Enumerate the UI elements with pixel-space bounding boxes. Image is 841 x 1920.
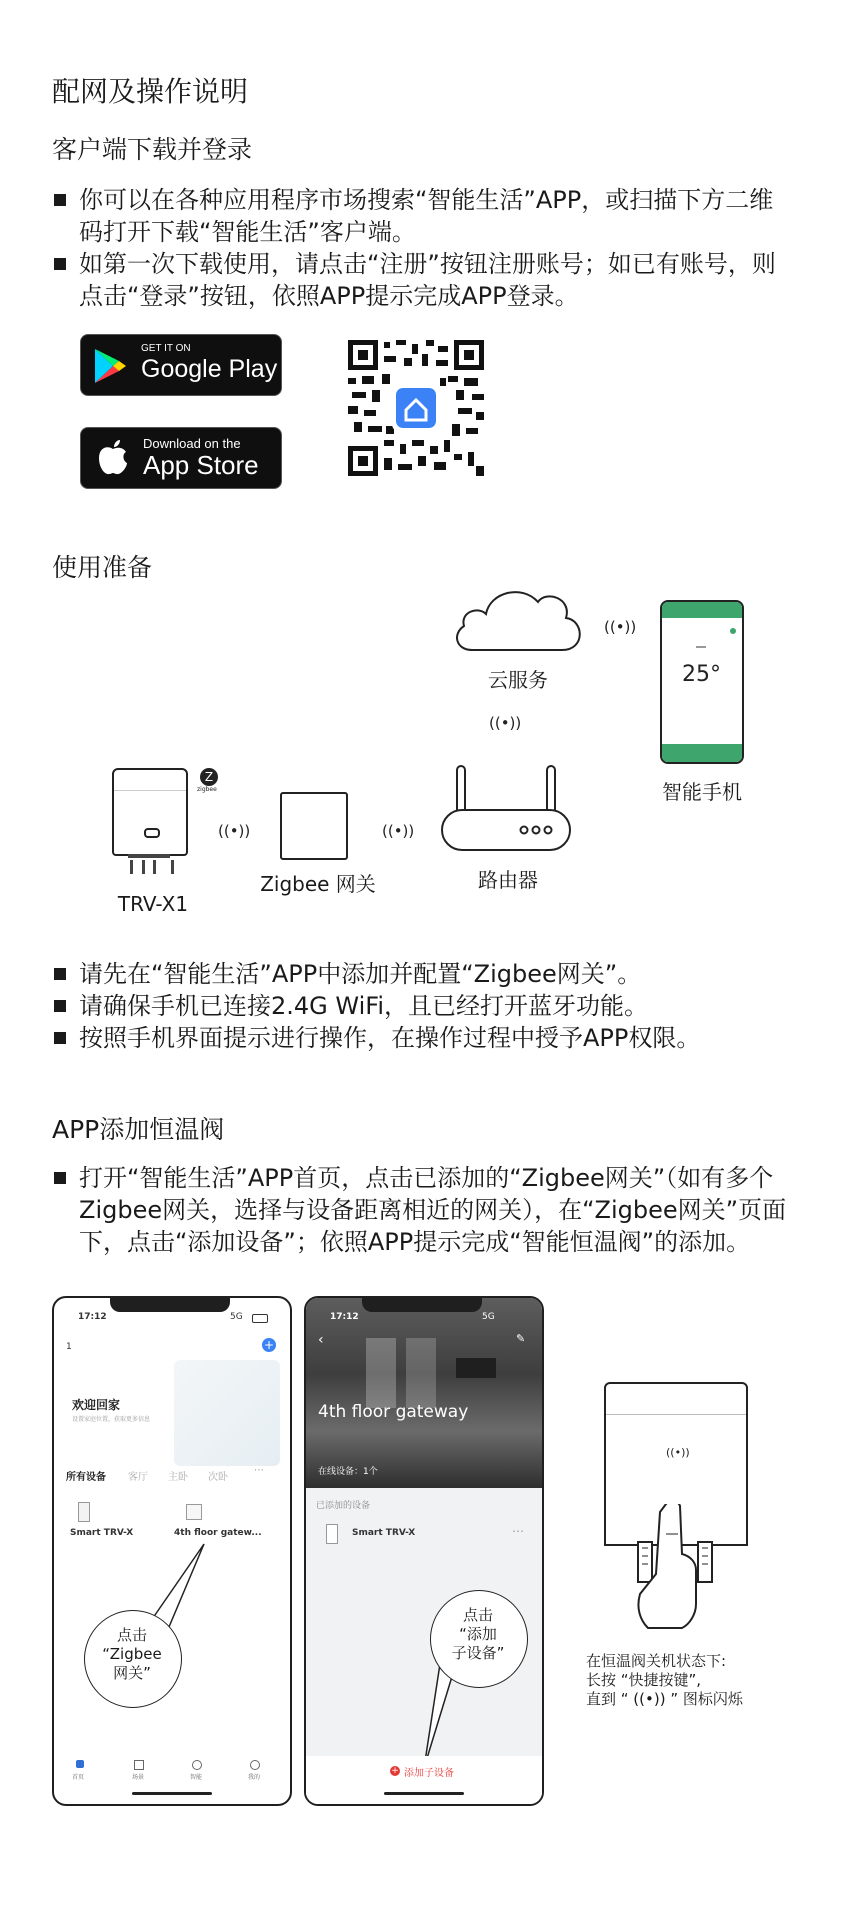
router-label: 路由器 bbox=[478, 868, 538, 892]
added-devices-label: 已添加的设备 bbox=[316, 1501, 371, 1511]
smartphone-illustration bbox=[660, 600, 744, 764]
nav-scene[interactable]: 场景 bbox=[132, 1774, 145, 1781]
nav-me[interactable]: 我的 bbox=[248, 1774, 261, 1781]
phone-screenshot-gateway bbox=[304, 1296, 544, 1806]
nav-home[interactable]: 首页 bbox=[72, 1774, 85, 1781]
more-icon[interactable]: ⋯ bbox=[254, 1465, 264, 1476]
temperature-reading: 25° bbox=[682, 662, 721, 687]
home-indicator bbox=[132, 1792, 212, 1795]
profile-icon[interactable] bbox=[250, 1760, 260, 1770]
add-circle-icon: + bbox=[391, 1766, 399, 1776]
callout-text: 点击 “添加 子设备” bbox=[451, 1606, 505, 1662]
home-indicator bbox=[384, 1792, 464, 1795]
wireless-icon: ((•)) bbox=[604, 618, 637, 636]
google-play-badge[interactable] bbox=[80, 334, 282, 396]
bottom-nav bbox=[54, 1760, 290, 1788]
bullet-text: 请确保手机已连接2.4G WiFi，且已经打开蓝牙功能。 bbox=[79, 992, 648, 1020]
home-icon[interactable] bbox=[76, 1760, 84, 1768]
wireless-icon: ((•)) bbox=[489, 714, 522, 732]
bullet-square bbox=[54, 968, 66, 980]
app-store-big-text: App Store bbox=[143, 450, 259, 480]
scene-icon[interactable] bbox=[134, 1760, 144, 1770]
status-signal: 5G bbox=[230, 1312, 243, 1322]
app-store-small-text: Download on the bbox=[143, 436, 241, 451]
cloud-label: 云服务 bbox=[488, 668, 548, 692]
add-subdevice-button[interactable]: 添加子设备 bbox=[404, 1768, 454, 1779]
wireless-icon: ((•)) bbox=[666, 1446, 690, 1459]
google-play-small-text: GET IT ON bbox=[141, 343, 191, 354]
smartphone-label: 智能手机 bbox=[662, 780, 742, 804]
page-title: 配网及操作说明 bbox=[52, 75, 249, 108]
google-play-icon bbox=[93, 347, 127, 385]
tab-second-bedroom[interactable]: 次卧 bbox=[208, 1472, 228, 1483]
trv-label: TRV-X1 bbox=[117, 892, 189, 916]
callout-pointer bbox=[306, 1298, 542, 1804]
add-icon[interactable]: + bbox=[263, 1338, 275, 1352]
section-heading-add-trv: APP添加恒温阀 bbox=[52, 1115, 225, 1144]
online-count: 在线设备：1个 bbox=[318, 1467, 378, 1477]
status-time: 17:12 bbox=[78, 1312, 107, 1322]
callout-pointer bbox=[54, 1298, 290, 1804]
bullet-text: 你可以在各种应用程序市场搜索“智能生活”APP，或扫描下方二维码打开下载“智能生活”客户端。 bbox=[79, 186, 774, 246]
qr-code[interactable] bbox=[348, 340, 484, 476]
status-time: 17:12 bbox=[330, 1312, 359, 1322]
section-heading-download: 客户端下载并登录 bbox=[52, 135, 253, 164]
add-subdevice-bar[interactable] bbox=[306, 1756, 542, 1804]
wireless-icon: ((•)) bbox=[382, 822, 415, 840]
tab-master-bedroom[interactable]: 主卧 bbox=[168, 1472, 188, 1483]
device-instruction: 在恒温阀关机状态下: 长按 “快捷按键”, 直到 “ ((•)) ” 图标闪烁 bbox=[586, 1652, 743, 1708]
gateway-label: Zigbee 网关 bbox=[260, 872, 376, 896]
more-icon[interactable]: ⋯ bbox=[512, 1524, 524, 1538]
app-store-badge[interactable] bbox=[80, 427, 282, 489]
trv-device-illustration bbox=[112, 768, 188, 856]
bullet-square bbox=[54, 1000, 66, 1012]
list-item bbox=[54, 1022, 794, 1054]
tab-all-devices[interactable]: 所有设备 bbox=[66, 1472, 106, 1483]
bullet-text: 如第一次下载使用，请点击“注册”按钮注册账号；如已有账号，则点击“登录”按钮，依照APP提示完成APP登录。 bbox=[79, 250, 776, 310]
cloud-icon bbox=[450, 582, 586, 654]
home-selector[interactable]: 1 bbox=[66, 1342, 72, 1352]
wireless-icon: ((•)) bbox=[218, 822, 251, 840]
device-name: Smart TRV-X bbox=[352, 1528, 416, 1538]
bullet-text: 请先在“智能生活”APP中添加并配置“Zigbee网关”。 bbox=[79, 960, 642, 988]
tab-living-room[interactable]: 客厅 bbox=[128, 1472, 148, 1483]
bullet-square bbox=[54, 194, 66, 206]
edit-icon[interactable]: ✎ bbox=[516, 1332, 526, 1345]
bullet-square bbox=[54, 258, 66, 270]
welcome-subtitle: 设置家庭位置，获取更多信息 bbox=[72, 1416, 151, 1423]
apple-icon bbox=[97, 438, 129, 476]
router-icon bbox=[440, 760, 572, 854]
nav-smart[interactable]: 智能 bbox=[190, 1774, 203, 1781]
status-signal: 5G bbox=[482, 1312, 495, 1322]
gateway-illustration bbox=[280, 792, 348, 860]
device-card-gateway[interactable]: 4th floor gatew... bbox=[174, 1528, 262, 1538]
list-item bbox=[54, 990, 794, 1022]
bullet-text: 按照手机界面提示进行操作，在操作过程中授予APP权限。 bbox=[79, 1024, 701, 1052]
bullet-square bbox=[54, 1172, 66, 1184]
google-play-big-text: Google Play bbox=[141, 355, 278, 383]
zigbee-logo: Z zigbee bbox=[197, 770, 217, 793]
list-item bbox=[54, 958, 794, 990]
callout-text: 点击 “Zigbee 网关” bbox=[102, 1626, 162, 1682]
bullet-square bbox=[54, 1032, 66, 1044]
device-card-trv[interactable]: Smart TRV-X bbox=[70, 1528, 134, 1538]
trv-connector bbox=[128, 854, 170, 876]
section-heading-preparation: 使用准备 bbox=[52, 553, 153, 582]
list-item bbox=[54, 248, 794, 312]
smart-icon[interactable] bbox=[192, 1760, 202, 1770]
welcome-title: 欢迎回家 bbox=[72, 1398, 121, 1412]
hand-press-illustration bbox=[620, 1504, 730, 1634]
gateway-title: 4th floor gateway bbox=[318, 1402, 469, 1422]
bullet-text: 打开“智能生活”APP首页，点击已添加的“Zigbee网关”（如有多个Zigbee网关，选择与设备距离相近的网关），在“Zigbee网关”页面下，点击“添加设备”；依照APP提示完成“智能恒温阀”的添加。 bbox=[79, 1164, 787, 1256]
list-item bbox=[54, 184, 794, 248]
phone-screenshot-home bbox=[52, 1296, 292, 1806]
list-item bbox=[54, 1162, 794, 1258]
back-icon[interactable]: ‹ bbox=[318, 1332, 324, 1348]
